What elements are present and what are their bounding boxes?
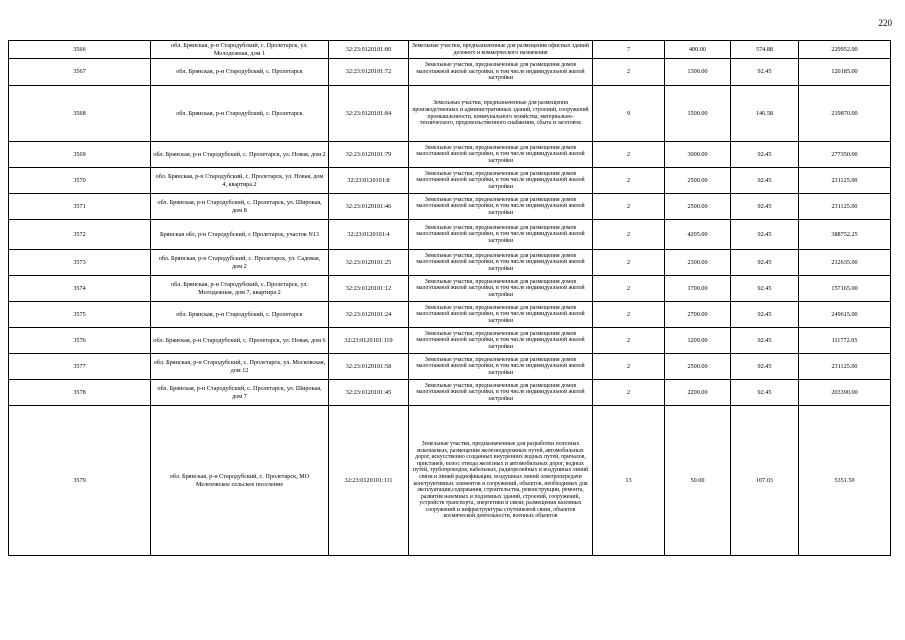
row-number-cell: 3574 — [9, 276, 151, 302]
use-group-cell: 7 — [593, 41, 665, 59]
row-number-cell: 3579 — [9, 406, 151, 556]
row-number-cell: 3578 — [9, 380, 151, 406]
address-cell: обл. Брянская, р-н Стародубский, с. Пролетарск, ул. Московская, дом 12 — [151, 354, 329, 380]
cadastral-number-cell: 32:23:0120101:46 — [329, 194, 409, 220]
land-use-cell: Земельные участки, предназначенные для разработки полезных ископаемых, размещения железнодорожных путей, автомобильных дорог, искусственно созданных внутренних водных путей, причалов, пристаней, полос отвода железных и автомобильных дорог, водных путей, трубопроводов, кабельных, радиорелейных и воздушных линий связи и линий радиофикации, воздушных линий электропередачи конструктивных элементов и сооружений, объектов, необходимых для эксплуатации,содержания, строительства, реконструкции, ремонта, развития наземных и подземных зданий, строений, сооружений, устройств транспорта, энергетики и связи; размещения наземных сооружений и инфраструктуры спутниковой связи, объектов космической деятельности, военных объектов — [409, 406, 593, 556]
specific-value-cell: 92.45 — [731, 220, 799, 250]
address-cell: обл. Брянская, р-н Стародубский, с. Пролетарск, ул. Молодежная, дом 1 — [151, 41, 329, 59]
specific-value-cell: 92.45 — [731, 380, 799, 406]
land-use-cell: Земельные участки, предназначенные для размещения домов малоэтажной жилой застройки, в том числе индивидуальной жилой застройки — [409, 142, 593, 168]
row-number-cell: 3566 — [9, 41, 151, 59]
area-cell: 1209.00 — [665, 328, 731, 354]
cadastral-number-cell: 32:23:0120101:25 — [329, 250, 409, 276]
use-group-cell: 2 — [593, 250, 665, 276]
specific-value-cell: 92.45 — [731, 59, 799, 86]
use-group-cell: 2 — [593, 194, 665, 220]
cadastral-number-cell: 32:23:0120101:79 — [329, 142, 409, 168]
address-cell: обл. Брянская, р-н Стародубский, с. Пролетарск — [151, 59, 329, 86]
table-row — [9, 59, 891, 86]
table-row — [9, 142, 891, 168]
cadastral-value-cell: 231125.00 — [799, 168, 891, 194]
area-cell: 4205.00 — [665, 220, 731, 250]
use-group-cell: 2 — [593, 168, 665, 194]
address-cell: Брянская обл, р-н Стародубский, с Пролетарск, участок N13 — [151, 220, 329, 250]
address-cell: обл. Брянская, р-н Стародубский, с. Пролетарск, ул. Широкая, дом 7 — [151, 380, 329, 406]
use-group-cell: 9 — [593, 86, 665, 142]
cadastral-value-cell: 5351.50 — [799, 406, 891, 556]
cadastral-value-cell: 203390.00 — [799, 380, 891, 406]
cadastral-value-cell: 388752.25 — [799, 220, 891, 250]
table-row — [9, 354, 891, 380]
address-cell: обл. Брянская, р-н Стародубский, с. Пролетарск, ул. Новая, дом 6 — [151, 328, 329, 354]
cadastral-value-cell: 120185.00 — [799, 59, 891, 86]
specific-value-cell: 107.03 — [731, 406, 799, 556]
cadastral-number-cell: 32:23:0120101:4 — [329, 220, 409, 250]
table-row — [9, 406, 891, 556]
table-row — [9, 276, 891, 302]
area-cell: 3000.00 — [665, 142, 731, 168]
cadastral-number-cell: 32:23:0120101:45 — [329, 380, 409, 406]
cadastral-number-cell: 32:23:0120101:12 — [329, 276, 409, 302]
use-group-cell: 2 — [593, 59, 665, 86]
row-number-cell: 3568 — [9, 86, 151, 142]
cadastral-value-cell: 219870.00 — [799, 86, 891, 142]
table-row — [9, 86, 891, 142]
specific-value-cell: 92.45 — [731, 142, 799, 168]
row-number-cell: 3573 — [9, 250, 151, 276]
cadastral-value-cell: 231125.00 — [799, 194, 891, 220]
land-use-cell: Земельные участки, предназначенные для размещения домов малоэтажной жилой застройки, в том числе индивидуальной жилой застройки — [409, 220, 593, 250]
specific-value-cell: 92.45 — [731, 354, 799, 380]
land-use-cell: Земельные участки, предназначенные для размещения домов малоэтажной жилой застройки, в том числе индивидуальной жилой застройки — [409, 328, 593, 354]
cadastral-value-cell: 111772.05 — [799, 328, 891, 354]
land-use-cell: Земельные участки, предназначенные для размещения домов малоэтажной жилой застройки, в том числе индивидуальной жилой застройки — [409, 250, 593, 276]
area-cell: 1300.00 — [665, 59, 731, 86]
specific-value-cell: 92.45 — [731, 276, 799, 302]
area-cell: 1700.00 — [665, 276, 731, 302]
land-use-cell: Земельные участки, предназначенные для размещения домов малоэтажной жилой застройки, в том числе индивидуальной жилой застройки — [409, 168, 593, 194]
area-cell: 2500.00 — [665, 168, 731, 194]
row-number-cell: 3571 — [9, 194, 151, 220]
row-number-cell: 3576 — [9, 328, 151, 354]
table-row — [9, 250, 891, 276]
use-group-cell: 13 — [593, 406, 665, 556]
page-number: 220 — [878, 18, 892, 28]
cadastral-value-cell: 157165.00 — [799, 276, 891, 302]
use-group-cell: 2 — [593, 354, 665, 380]
address-cell: обл. Брянская, р-н Стародубский, с. Пролетарск, ул. Новая, дом 4, квартира 2 — [151, 168, 329, 194]
address-cell: обл. Брянская, р-н Стародубский, с. Пролетарск, МО Мелеховское сельское поселение — [151, 406, 329, 556]
land-use-cell: Земельные участки, предназначенные для размещения производственных и административных зданий, строений, сооружений промышленности, коммунального хозяйства, материально-технического, продовольственного снабжения, сбыта и заготовок — [409, 86, 593, 142]
address-cell: обл. Брянская, р-н Стародубский, с. Пролетарск, ул. Молодежная, дом 7, квартира 2 — [151, 276, 329, 302]
cadastral-number-cell: 32:23:0120101:80 — [329, 41, 409, 59]
cadastral-number-cell: 32:23:0120101:24 — [329, 302, 409, 328]
address-cell: обл. Брянская, р-н Стародубский, с. Пролетарск, ул. Садовая, дом 2 — [151, 250, 329, 276]
cadastral-value-cell: 231125.00 — [799, 354, 891, 380]
area-cell: 2700.00 — [665, 302, 731, 328]
specific-value-cell: 92.45 — [731, 302, 799, 328]
cadastral-value-cell: 229952.00 — [799, 41, 891, 59]
address-cell: обл. Брянская, р-н Стародубский, с. Пролетарск, ул. Широкая, дом 8 — [151, 194, 329, 220]
cadastral-number-cell: 32:23:0120101:8 — [329, 168, 409, 194]
area-cell: 1500.00 — [665, 86, 731, 142]
row-number-cell: 3569 — [9, 142, 151, 168]
address-cell: обл. Брянская, р-н Стародубский, с. Пролетарск — [151, 86, 329, 142]
land-use-cell: Земельные участки, предназначенные для размещения домов малоэтажной жилой застройки, в том числе индивидуальной жилой застройки — [409, 276, 593, 302]
cadastral-number-cell: 32:23:0120101:84 — [329, 86, 409, 142]
row-number-cell: 3577 — [9, 354, 151, 380]
table-row — [9, 302, 891, 328]
table-row — [9, 220, 891, 250]
land-use-cell: Земельные участки, предназначенные для размещения домов малоэтажной жилой застройки, в том числе индивидуальной жилой застройки — [409, 59, 593, 86]
use-group-cell: 2 — [593, 220, 665, 250]
cadastral-number-cell: 32:23:0120101:58 — [329, 354, 409, 380]
row-number-cell: 3567 — [9, 59, 151, 86]
use-group-cell: 2 — [593, 328, 665, 354]
cadastral-value-cell: 212635.00 — [799, 250, 891, 276]
address-cell: обл. Брянская, р-н Стародубский, с. Пролетарск, ул. Новая, дом 2 — [151, 142, 329, 168]
land-use-cell: Земельные участки, предназначенные для размещения домов малоэтажной жилой застройки, в том числе индивидуальной жилой застройки — [409, 302, 593, 328]
area-cell: 2500.00 — [665, 194, 731, 220]
address-cell: обл. Брянская, р-н Стародубский, с. Пролетарск — [151, 302, 329, 328]
use-group-cell: 2 — [593, 142, 665, 168]
table-row — [9, 380, 891, 406]
area-cell: 400.00 — [665, 41, 731, 59]
cadastral-value-cell: 277350.00 — [799, 142, 891, 168]
area-cell: 2500.00 — [665, 354, 731, 380]
area-cell: 2300.00 — [665, 250, 731, 276]
use-group-cell: 2 — [593, 380, 665, 406]
cadastral-number-cell: 32:23:0120101:72 — [329, 59, 409, 86]
use-group-cell: 2 — [593, 302, 665, 328]
use-group-cell: 2 — [593, 276, 665, 302]
land-use-cell: Земельные участки, предназначенные для размещения домов малоэтажной жилой застройки, в том числе индивидуальной жилой застройки — [409, 354, 593, 380]
row-number-cell: 3575 — [9, 302, 151, 328]
table-row — [9, 194, 891, 220]
specific-value-cell: 92.45 — [731, 194, 799, 220]
table-body — [9, 41, 891, 556]
land-use-cell: Земельные участки, предназначенные для размещения домов малоэтажной жилой застройки, в том числе индивидуальной жилой застройки — [409, 380, 593, 406]
specific-value-cell: 574.88 — [731, 41, 799, 59]
row-number-cell: 3572 — [9, 220, 151, 250]
table-row — [9, 168, 891, 194]
specific-value-cell: 92.45 — [731, 168, 799, 194]
specific-value-cell: 92.45 — [731, 250, 799, 276]
specific-value-cell: 146.58 — [731, 86, 799, 142]
cadastral-number-cell: 32:23:0120101:119 — [329, 328, 409, 354]
land-use-cell: Земельные участки, предназначенные для размещения домов малоэтажной жилой застройки, в том числе индивидуальной жилой застройки — [409, 194, 593, 220]
cadastral-value-table — [8, 40, 891, 556]
table-row — [9, 328, 891, 354]
specific-value-cell: 92.45 — [731, 328, 799, 354]
cadastral-number-cell: 32:23:0120101:111 — [329, 406, 409, 556]
area-cell: 2200.00 — [665, 380, 731, 406]
row-number-cell: 3570 — [9, 168, 151, 194]
table-row — [9, 41, 891, 59]
land-use-cell: Земельные участки, предназначенные для размещения офисных зданий делового и коммерческого назначения — [409, 41, 593, 59]
cadastral-value-cell: 249615.00 — [799, 302, 891, 328]
area-cell: 50.00 — [665, 406, 731, 556]
